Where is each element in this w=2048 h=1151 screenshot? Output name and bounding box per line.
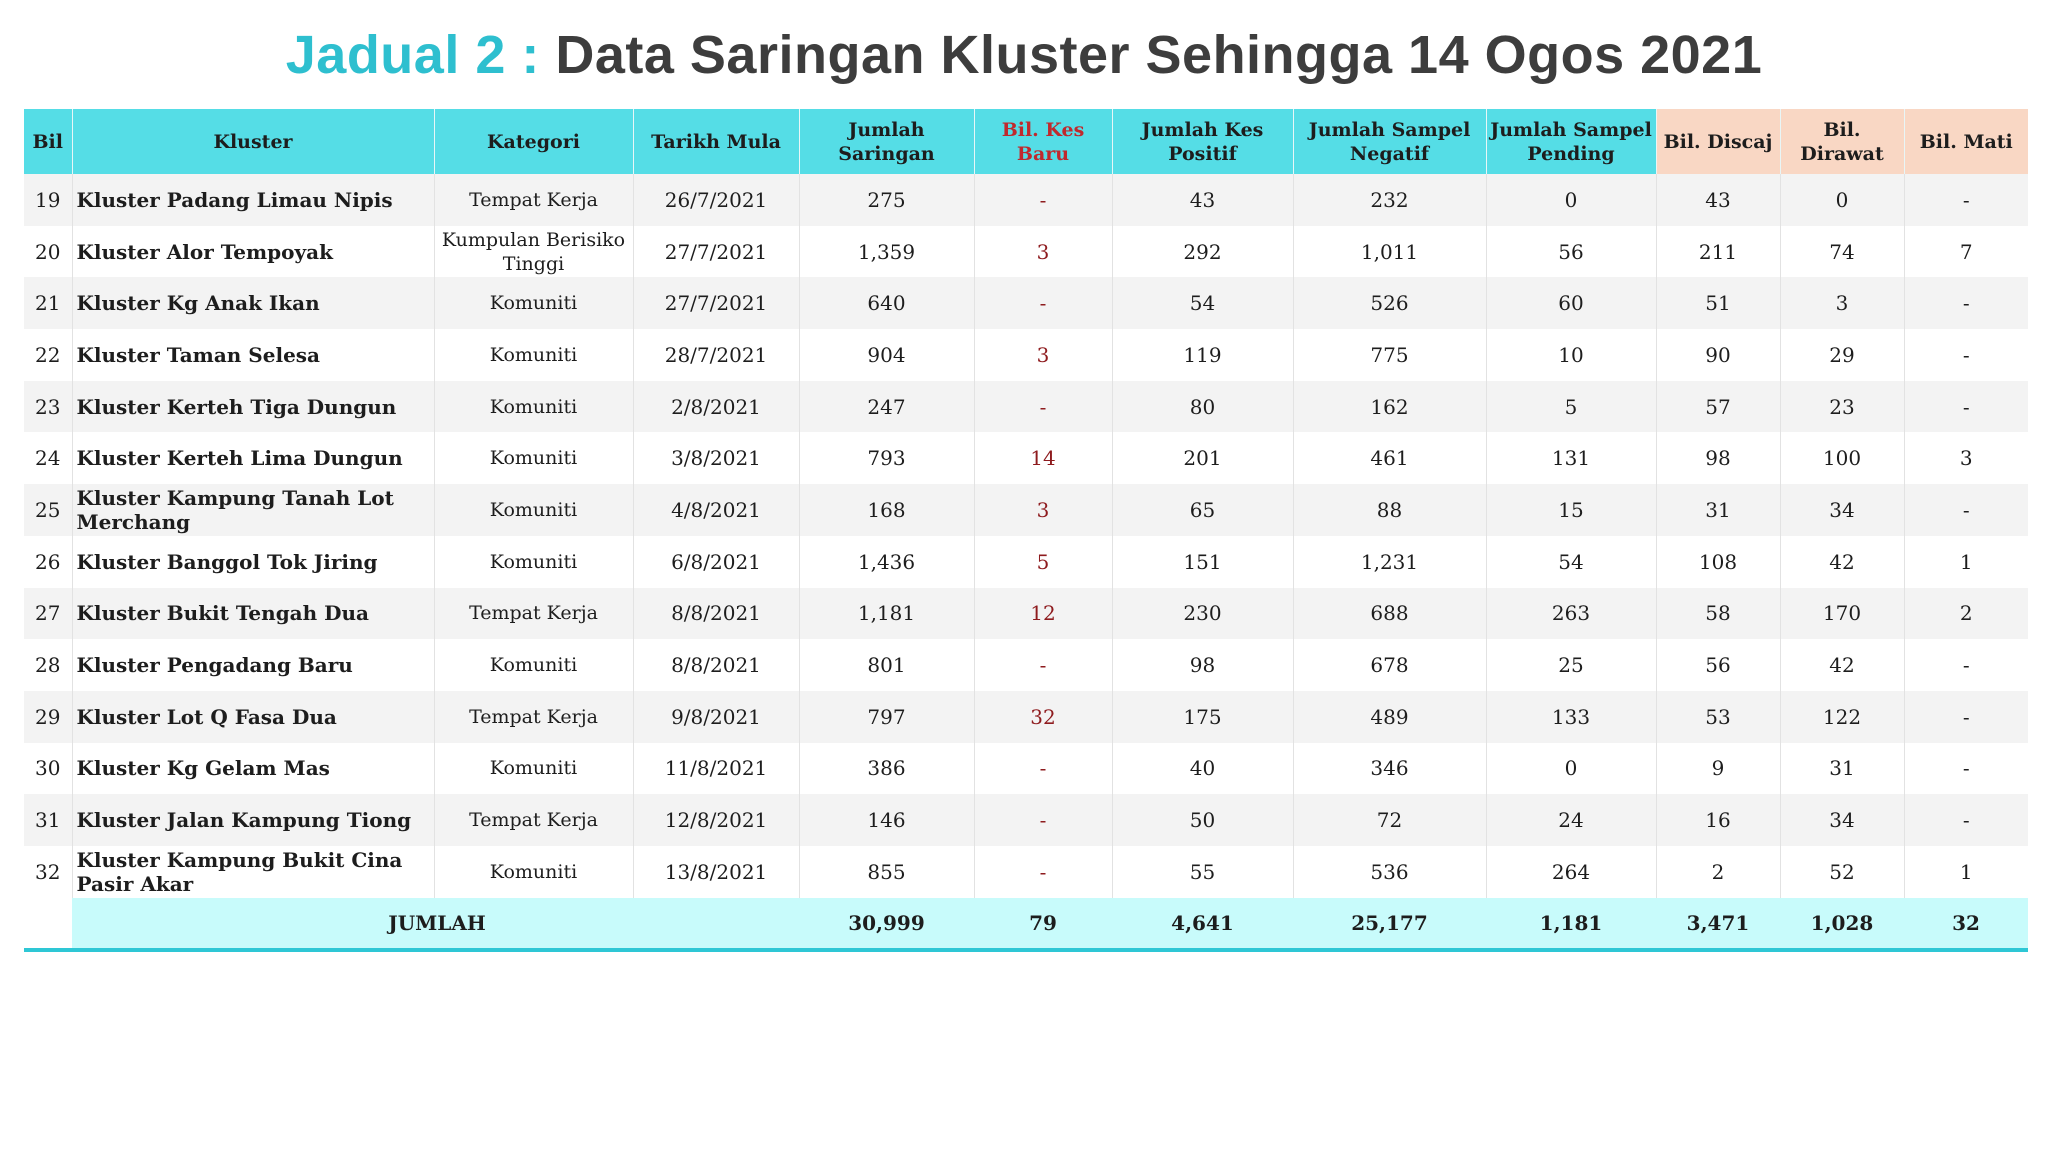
cell-kategori: Tempat Kerja [434,588,633,640]
cell-jumlah-sampel-negatif: 232 [1293,174,1486,226]
cell-kategori: Tempat Kerja [434,174,633,226]
table-row [24,794,2028,846]
cell-bil-discaj: 53 [1656,691,1780,743]
cell-jumlah-saringan: 168 [799,484,974,536]
cell-bil-mati: - [1904,794,2028,846]
cell-bil-dirawat: 34 [1780,484,1904,536]
cell-jumlah-sampel-negatif: 1,231 [1293,536,1486,588]
cell-jumlah-saringan: 793 [799,432,974,484]
title-prefix: Jadual 2 : [285,25,540,85]
cell-jumlah-sampel-pending: 60 [1486,277,1656,329]
cell-jumlah-kes-positif: 40 [1112,743,1293,795]
cell-bil: 20 [24,226,72,278]
cell-bil-discaj: 2 [1656,846,1780,898]
total-discaj: 3,471 [1656,898,1780,950]
page-title [0,20,2048,90]
cell-bil-discaj: 108 [1656,536,1780,588]
cell-jumlah-sampel-pending: 263 [1486,588,1656,640]
cell-kluster: Kluster Bukit Tengah Dua [72,588,434,640]
cell-jumlah-sampel-negatif: 72 [1293,794,1486,846]
cell-kategori: Tempat Kerja [434,794,633,846]
cell-bil-discaj: 51 [1656,277,1780,329]
cell-bil: 25 [24,484,72,536]
total-dirawat: 1,028 [1780,898,1904,950]
cell-jumlah-saringan: 1,181 [799,588,974,640]
cell-bil-kes-baru: 5 [974,536,1112,588]
cell-jumlah-kes-positif: 65 [1112,484,1293,536]
cell-bil: 31 [24,794,72,846]
cell-kluster: Kluster Padang Limau Nipis [72,174,434,226]
cell-tarikh-mula: 11/8/2021 [633,743,799,795]
cell-jumlah-sampel-pending: 56 [1486,226,1656,278]
cell-tarikh-mula: 27/7/2021 [633,277,799,329]
cell-bil: 22 [24,329,72,381]
table-row [24,588,2028,640]
cell-jumlah-kes-positif: 80 [1112,381,1293,433]
cell-bil-mati: - [1904,691,2028,743]
cell-bil-discaj: 57 [1656,381,1780,433]
cell-bil: 24 [24,432,72,484]
cell-bil-kes-baru: - [974,794,1112,846]
table-row [24,432,2028,484]
cell-bil: 26 [24,536,72,588]
cell-jumlah-kes-positif: 119 [1112,329,1293,381]
cell-bil-discaj: 56 [1656,639,1780,691]
cell-kategori: Komuniti [434,743,633,795]
total-kes-baru: 79 [974,898,1112,950]
cell-kategori: Komuniti [434,329,633,381]
cell-tarikh-mula: 4/8/2021 [633,484,799,536]
cell-bil-discaj: 58 [1656,588,1780,640]
cell-kategori: Komuniti [434,277,633,329]
total-row [24,898,2028,950]
cell-bil-mati: - [1904,743,2028,795]
cell-kluster: Kluster Banggol Tok Jiring [72,536,434,588]
cell-tarikh-mula: 8/8/2021 [633,588,799,640]
cell-bil-mati: - [1904,277,2028,329]
cell-jumlah-sampel-negatif: 489 [1293,691,1486,743]
cell-jumlah-kes-positif: 50 [1112,794,1293,846]
cell-bil-discaj: 43 [1656,174,1780,226]
cell-tarikh-mula: 9/8/2021 [633,691,799,743]
total-sampel-pending: 1,181 [1486,898,1656,950]
cell-kategori: Kumpulan Berisiko Tinggi [434,226,633,278]
cell-jumlah-saringan: 386 [799,743,974,795]
cell-bil-mati: - [1904,381,2028,433]
cell-jumlah-saringan: 904 [799,329,974,381]
header-jumlah-saringan: Jumlah Saringan [799,109,974,174]
cell-jumlah-sampel-pending: 5 [1486,381,1656,433]
cell-bil-dirawat: 42 [1780,639,1904,691]
cell-kluster: Kluster Kg Gelam Mas [72,743,434,795]
total-blank-cell [24,898,72,950]
cell-tarikh-mula: 2/8/2021 [633,381,799,433]
cell-kluster: Kluster Kampung Bukit Cina Pasir Akar [72,846,434,898]
table-row [24,381,2028,433]
cell-jumlah-saringan: 855 [799,846,974,898]
cell-tarikh-mula: 3/8/2021 [633,432,799,484]
header-kluster: Kluster [72,109,434,174]
table-row [24,639,2028,691]
cell-bil-dirawat: 74 [1780,226,1904,278]
cell-bil-kes-baru: - [974,381,1112,433]
cell-kategori: Komuniti [434,639,633,691]
cell-kluster: Kluster Kampung Tanah Lot Merchang [72,484,434,536]
cell-tarikh-mula: 6/8/2021 [633,536,799,588]
cell-bil-kes-baru: 32 [974,691,1112,743]
cell-jumlah-sampel-negatif: 461 [1293,432,1486,484]
cell-jumlah-sampel-negatif: 678 [1293,639,1486,691]
cell-jumlah-sampel-pending: 24 [1486,794,1656,846]
cell-kategori: Komuniti [434,484,633,536]
total-mati: 32 [1904,898,2028,950]
cell-kategori: Tempat Kerja [434,691,633,743]
cell-jumlah-saringan: 797 [799,691,974,743]
cell-jumlah-saringan: 275 [799,174,974,226]
cell-tarikh-mula: 27/7/2021 [633,226,799,278]
cell-tarikh-mula: 8/8/2021 [633,639,799,691]
cell-jumlah-sampel-pending: 25 [1486,639,1656,691]
header-jumlah-sampel-pending: Jumlah Sampel Pending [1486,109,1656,174]
total-label: JUMLAH [72,898,799,950]
cell-jumlah-saringan: 1,359 [799,226,974,278]
cell-jumlah-saringan: 801 [799,639,974,691]
cell-jumlah-kes-positif: 175 [1112,691,1293,743]
table-row [24,691,2028,743]
cell-bil-kes-baru: 14 [974,432,1112,484]
cell-bil-dirawat: 42 [1780,536,1904,588]
cell-bil-dirawat: 34 [1780,794,1904,846]
cell-kategori: Komuniti [434,381,633,433]
table-row [24,536,2028,588]
header-jumlah-kes-positif: Jumlah Kes Positif [1112,109,1293,174]
cell-bil-dirawat: 170 [1780,588,1904,640]
cell-bil-mati: 1 [1904,536,2028,588]
cell-bil-discaj: 98 [1656,432,1780,484]
cell-bil-mati: - [1904,484,2028,536]
cell-jumlah-kes-positif: 201 [1112,432,1293,484]
cell-jumlah-sampel-pending: 133 [1486,691,1656,743]
cell-jumlah-saringan: 1,436 [799,536,974,588]
cell-jumlah-kes-positif: 43 [1112,174,1293,226]
cluster-table [24,109,2028,952]
cell-bil-dirawat: 29 [1780,329,1904,381]
cell-bil-discaj: 16 [1656,794,1780,846]
cell-bil-dirawat: 31 [1780,743,1904,795]
cell-jumlah-saringan: 247 [799,381,974,433]
table-row [24,174,2028,226]
cell-bil-mati: 7 [1904,226,2028,278]
cell-bil-mati: - [1904,174,2028,226]
cell-bil-kes-baru: - [974,743,1112,795]
cell-bil-kes-baru: - [974,846,1112,898]
cell-kategori: Komuniti [434,432,633,484]
cell-bil: 21 [24,277,72,329]
cell-bil-dirawat: 52 [1780,846,1904,898]
header-bil-mati: Bil. Mati [1904,109,2028,174]
cell-bil-mati: 3 [1904,432,2028,484]
cell-jumlah-saringan: 146 [799,794,974,846]
cell-jumlah-kes-positif: 98 [1112,639,1293,691]
cell-jumlah-sampel-pending: 0 [1486,743,1656,795]
cell-jumlah-sampel-negatif: 536 [1293,846,1486,898]
cell-jumlah-sampel-pending: 15 [1486,484,1656,536]
cell-tarikh-mula: 28/7/2021 [633,329,799,381]
table-body [24,174,2028,898]
header-jumlah-sampel-negatif: Jumlah Sampel Negatif [1293,109,1486,174]
header-kategori: Kategori [434,109,633,174]
title-main: Data Saringan Kluster Sehingga 14 Ogos 2021 [555,25,1763,85]
table-row [24,846,2028,898]
cell-jumlah-sampel-pending: 0 [1486,174,1656,226]
cell-bil-kes-baru: 3 [974,226,1112,278]
cell-bil: 27 [24,588,72,640]
cell-bil-kes-baru: 3 [974,484,1112,536]
total-saringan: 30,999 [799,898,974,950]
table-row [24,277,2028,329]
table-header-row [24,109,2028,174]
header-bil-kes-baru: Bil. Kes Baru [974,109,1112,174]
cell-bil-kes-baru: 12 [974,588,1112,640]
cell-bil-dirawat: 0 [1780,174,1904,226]
cell-tarikh-mula: 13/8/2021 [633,846,799,898]
cell-jumlah-sampel-pending: 10 [1486,329,1656,381]
cell-bil-kes-baru: - [974,639,1112,691]
cell-bil-kes-baru: - [974,277,1112,329]
header-bil-discaj: Bil. Discaj [1656,109,1780,174]
cell-jumlah-sampel-pending: 131 [1486,432,1656,484]
cell-tarikh-mula: 26/7/2021 [633,174,799,226]
cell-bil-kes-baru: - [974,174,1112,226]
cell-jumlah-kes-positif: 54 [1112,277,1293,329]
cell-bil-discaj: 90 [1656,329,1780,381]
cell-kluster: Kluster Taman Selesa [72,329,434,381]
cell-kluster: Kluster Alor Tempoyak [72,226,434,278]
cell-jumlah-sampel-pending: 54 [1486,536,1656,588]
cell-bil-dirawat: 122 [1780,691,1904,743]
cell-jumlah-kes-positif: 151 [1112,536,1293,588]
cell-jumlah-sampel-negatif: 88 [1293,484,1486,536]
cell-bil-discaj: 9 [1656,743,1780,795]
cell-bil-discaj: 211 [1656,226,1780,278]
cell-kluster: Kluster Kerteh Tiga Dungun [72,381,434,433]
table-row [24,329,2028,381]
cell-kategori: Komuniti [434,846,633,898]
cell-jumlah-sampel-negatif: 346 [1293,743,1486,795]
cell-bil-dirawat: 100 [1780,432,1904,484]
cell-kluster: Kluster Kg Anak Ikan [72,277,434,329]
cell-bil-dirawat: 3 [1780,277,1904,329]
cell-kluster: Kluster Pengadang Baru [72,639,434,691]
cell-jumlah-sampel-negatif: 1,011 [1293,226,1486,278]
cell-jumlah-kes-positif: 230 [1112,588,1293,640]
header-tarikh-mula: Tarikh Mula [633,109,799,174]
cell-kluster: Kluster Lot Q Fasa Dua [72,691,434,743]
cell-bil-dirawat: 23 [1780,381,1904,433]
cell-bil: 23 [24,381,72,433]
cell-tarikh-mula: 12/8/2021 [633,794,799,846]
cell-bil-mati: 2 [1904,588,2028,640]
cell-bil: 29 [24,691,72,743]
cell-jumlah-sampel-negatif: 775 [1293,329,1486,381]
cell-kluster: Kluster Jalan Kampung Tiong [72,794,434,846]
table-row [24,226,2028,278]
table-row [24,743,2028,795]
cell-jumlah-sampel-negatif: 162 [1293,381,1486,433]
cell-jumlah-sampel-negatif: 688 [1293,588,1486,640]
cell-jumlah-sampel-pending: 264 [1486,846,1656,898]
table-row [24,484,2028,536]
cell-bil-mati: 1 [1904,846,2028,898]
cell-jumlah-sampel-negatif: 526 [1293,277,1486,329]
cell-jumlah-saringan: 640 [799,277,974,329]
cell-kategori: Komuniti [434,536,633,588]
cell-bil-mati: - [1904,329,2028,381]
cell-bil-mati: - [1904,639,2028,691]
cell-bil-kes-baru: 3 [974,329,1112,381]
total-sampel-negatif: 25,177 [1293,898,1486,950]
cell-bil: 32 [24,846,72,898]
cell-bil: 30 [24,743,72,795]
cell-jumlah-kes-positif: 55 [1112,846,1293,898]
cell-kluster: Kluster Kerteh Lima Dungun [72,432,434,484]
cell-bil: 28 [24,639,72,691]
header-bil-dirawat: Bil. Dirawat [1780,109,1904,174]
total-kes-positif: 4,641 [1112,898,1293,950]
cell-jumlah-kes-positif: 292 [1112,226,1293,278]
cell-bil: 19 [24,174,72,226]
header-bil: Bil [24,109,72,174]
cell-bil-discaj: 31 [1656,484,1780,536]
